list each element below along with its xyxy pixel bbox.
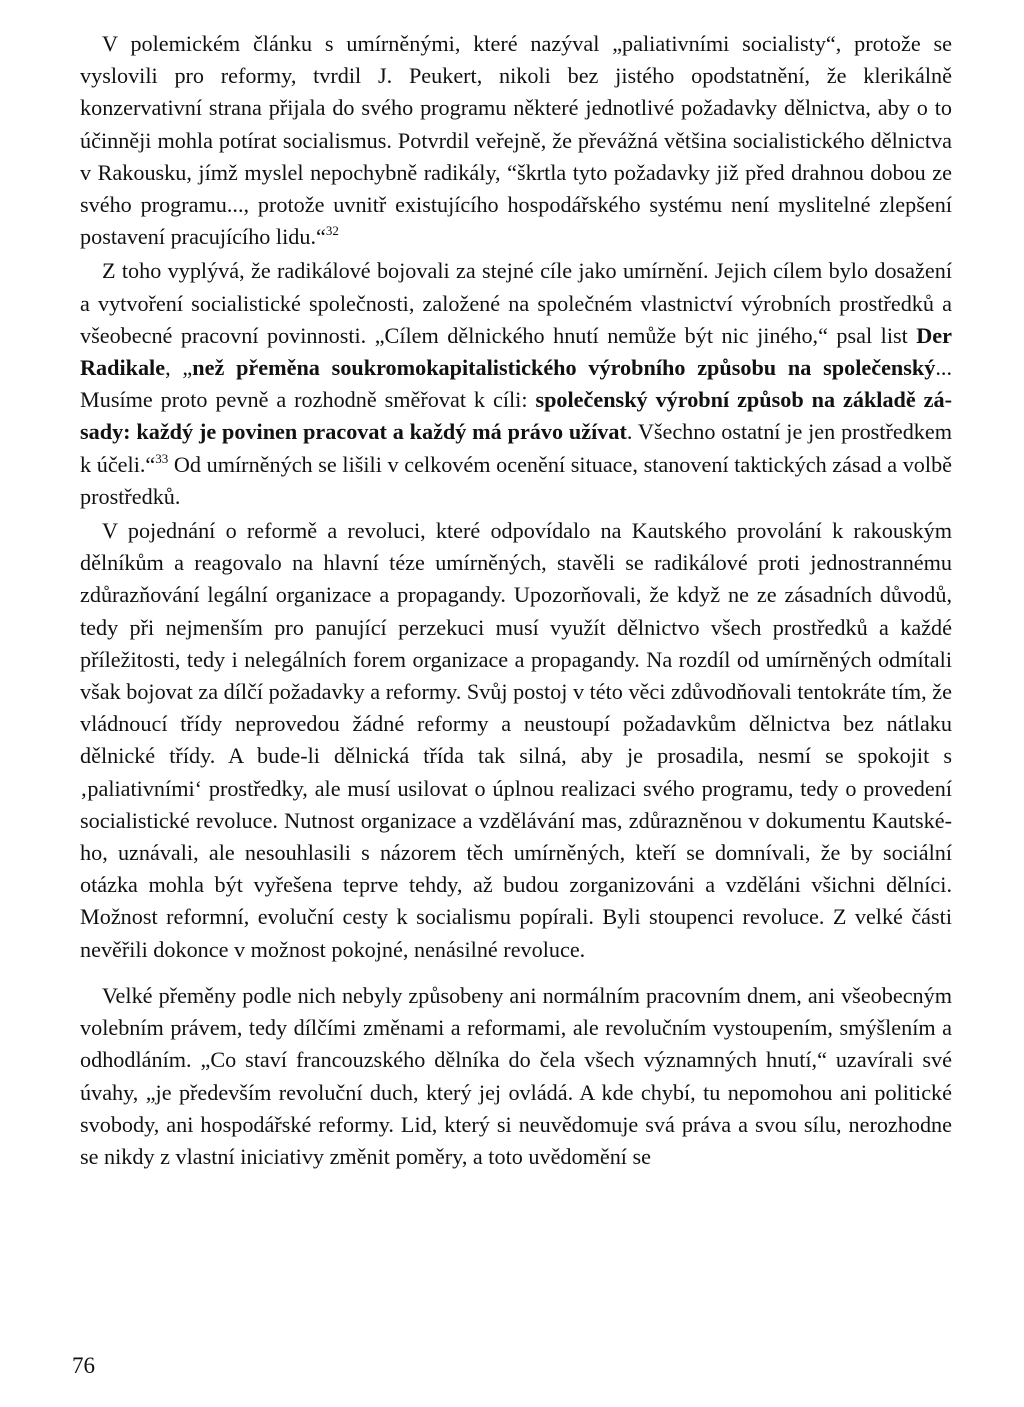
- text-run: , „: [165, 355, 193, 381]
- emphasis-text: Der Radikale: [80, 322, 952, 381]
- text-run: ... Musíme proto pevně a rozhodně směřovat k cíli:: [80, 355, 952, 413]
- text-run: Z toho vyplývá, že radikálové bojovali za stejné cíle jako umírnění. Jejich cílem bylo dosažení a vytvoření socialistické společnosti, založené na společném vlastnictví výrobních prostředků a všeobecné pracovní povinnosti. „Cílem dělnického hnutí nemůže být nic jiného,“ psal list: [80, 258, 952, 348]
- text-run: V polemickém článku s umírněnými, které nazýval „paliativními socialisty“, protože se vyslovili pro reformy, tvrdil J. Peukert, nikoli bez jistého opodstatnění, že klerikálně konzervativní strana přijala do svého programu některé jednotlivé požadavky dělnictva, aby o to účinněji mohla potírat socialismus. Potvrdil veřejně, že převážná většina socialistického dělnictva v Rakousku, jímž myslel nepochybně radikály, “škrtla tyto požadavky již před drahnou dobou ze svého programu..., protože uvnitř existujícího hospodářského systému není myslitelné zlepšení postavení pracujícího lidu.“: [80, 31, 952, 250]
- paragraph-4: [80, 980, 952, 1173]
- text-run: Velké přeměny podle nich nebyly způsobeny ani normálním pracovním dnem, ani všeobecným volebním právem, tedy dílčími změnami a reformami, ale revolučním vystoupením, smýšlením a odhodláním. „Co staví francouzského dělníka do čela všech významných hnutí,“ uzavírali své úvahy, „je především revoluční duch, který jej ovládá. A kde chybí, tu nepomohou ani politické svobody, ani hospodářské reformy. Lid, který si neuvědomuje svá práva a svou sílu, nerozhodne se nikdy z vlastní iniciativy změnit poměry, a toto uvědomění se: [80, 982, 952, 1169]
- paragraph-3: [80, 515, 952, 966]
- emphasis-text: společenský výrobní způsob na základě zásady: každý je povinen pracovat a každý má právo užívat: [80, 387, 953, 445]
- text-run: Od umírněných se lišili v celkovém ocenění situace, stanovení taktických zásad a volbě prostředků.: [80, 451, 953, 509]
- page-number: 76: [72, 1353, 95, 1378]
- text-run: V pojednání o reformě a revoluci, které odpovídalo na Kautského provolání k rakouským dělníkům a reagovalo na hlavní téze umírněných, stavěli se radikálové proti jednostrannému zdůrazňování legální organizace a propagandy. Upozorňovali, že když ne ze zásadních důvodů, tedy při nejmenším pro panující perzekuci musí využít dělnictvo všech prostředků a každé příležitosti, tedy i nelegálních forem organizace a propagandy. Na rozdíl od umírněných odmítali však bojovat za dílčí požadavky a reformy. Svůj postoj v této věci zdůvodňovali tentokráte tím, že vládnoucí třídy neprovedou žádné reformy a neustoupí požadavkům dělnictva bez nátlaku dělnické třídy. A bude-li dělnická třída tak silná, aby je prosadila, nesmí se spokojit s ‚paliativními‘ prostředky, ale musí usilovat o úplnou realizaci svého programu, tedy o provedení socialistické revoluce. Nutnost organizace a vzdělávání mas, zdůrazněnou v dokumentu Kautského, uznávali, ale nesouhlasili s názorem těch umírněných, kteří se domnívali, že by sociální otázka mohla být vyřešena teprve tehdy, až budou zorganizováni a vzděláni všichni dělníci. Možnost reformní, evoluční cesty k socialismu popírali. Byli stoupenci revoluce. Z velké části nevěřili dokonce v možnost pokojné, nenásilné revoluce.: [80, 518, 952, 962]
- paragraph-1: [80, 28, 952, 253]
- emphasis-text: než přeměna soukromokapitalistického výrobního způsobu na společenský: [192, 355, 936, 381]
- footnote-ref: 33: [155, 450, 169, 466]
- page-body: [80, 28, 952, 1173]
- footnote-ref: 32: [325, 223, 339, 239]
- paragraph-2: [80, 255, 952, 513]
- text-run: . Všechno ostatní je jen prostředkem k účeli.“: [80, 419, 952, 477]
